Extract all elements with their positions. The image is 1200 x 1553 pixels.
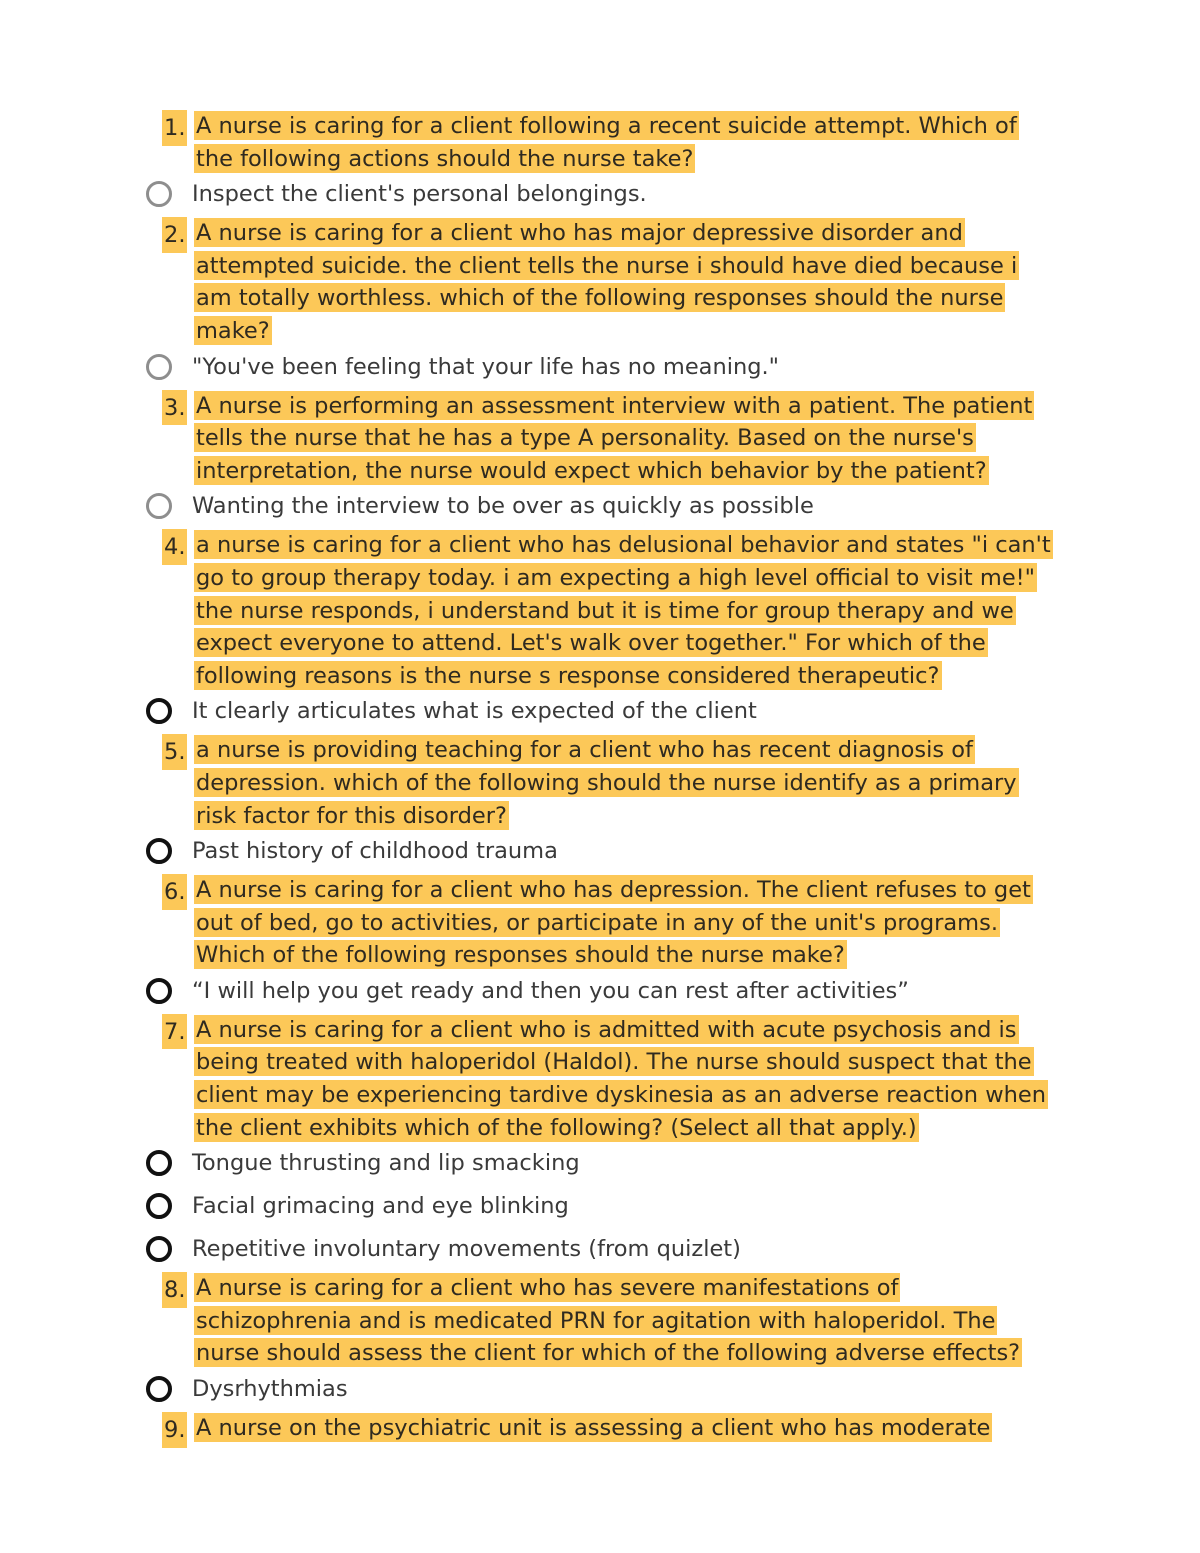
question-text: A nurse is caring for a client who has depression. The client refuses to get out of bed, go to activities, or participate in any of the unit's programs. Which of the following responses should the nurse make? [196, 877, 1031, 969]
question-number: 3. [162, 390, 187, 426]
radio-circle-icon[interactable] [146, 1193, 172, 1219]
radio-circle-icon[interactable] [146, 838, 172, 864]
answer-text: Dysrhythmias [192, 1376, 348, 1403]
answer-option[interactable] [0, 1370, 1200, 1408]
question-number: 9. [162, 1412, 187, 1448]
question-5 [0, 734, 1054, 832]
answer-text: Wanting the interview to be over as quickly as possible [192, 493, 814, 520]
answer-text: “I will help you get ready and then you can rest after activities” [192, 977, 909, 1004]
question-text: A nurse is performing an assessment interview with a patient. The patient tells the nurse that he has a type A personality. Based on the nurse's interpretation, the nurse would expect which behavior by the patient? [196, 392, 1033, 484]
radio-circle-icon[interactable] [146, 1376, 172, 1402]
answer-option[interactable] [0, 348, 1200, 386]
question-3 [0, 390, 1054, 488]
question-6 [0, 874, 1054, 972]
question-text: A nurse on the psychiatric unit is assessing a client who has moderate [196, 1415, 991, 1442]
question-1 [0, 110, 1054, 175]
answer-text: It clearly articulates what is expected of the client [192, 698, 757, 725]
radio-circle-icon[interactable] [146, 493, 172, 519]
question-8 [0, 1272, 1054, 1370]
answer-option[interactable] [0, 487, 1200, 525]
answer-text: Past history of childhood trauma [192, 838, 558, 865]
question-text: a nurse is providing teaching for a client who has recent diagnosis of depression. which of the following should the nurse identify as a primary risk factor for this disorder? [196, 737, 1017, 829]
question-text: A nurse is caring for a client who is admitted with acute psychosis and is being treated with haloperidol (Haldol). The nurse should suspect that the client may be experiencing tardive dyskinesia as an adverse reaction when the client exhibits which of the following? (Select all that apply.) [196, 1016, 1046, 1141]
answer-text: "You've been feeling that your life has no meaning." [192, 353, 780, 380]
answer-option[interactable] [0, 692, 1200, 730]
question-text: A nurse is caring for a client following a recent suicide attempt. Which of the following actions should the nurse take? [196, 113, 1017, 172]
question-number: 5. [162, 734, 187, 770]
radio-circle-icon[interactable] [146, 181, 172, 207]
radio-circle-icon[interactable] [146, 354, 172, 380]
document-page [0, 106, 1200, 1445]
question-number: 1. [162, 110, 187, 146]
answer-text: Tongue thrusting and lip smacking [192, 1150, 580, 1177]
radio-circle-icon[interactable] [146, 978, 172, 1004]
question-9 [0, 1412, 1054, 1445]
radio-circle-icon[interactable] [146, 1150, 172, 1176]
question-text: a nurse is caring for a client who has delusional behavior and states "i can't go to group therapy today. i am expecting a high level official to visit me!" the nurse responds, i understand but it is time for group therapy and we expect everyone to attend. Let's walk over together." For which of the following reasons is the nurse s response considered therapeutic? [196, 532, 1051, 689]
question-text: A nurse is caring for a client who has severe manifestations of schizophrenia and is medicated PRN for agitation with haloperidol. The nurse should assess the client for which of the following adverse effects? [196, 1275, 1021, 1367]
question-7 [0, 1014, 1054, 1144]
answer-text: Facial grimacing and eye blinking [192, 1193, 569, 1220]
answer-option[interactable] [0, 1187, 1200, 1225]
question-number: 8. [162, 1272, 187, 1308]
answer-option[interactable] [0, 832, 1200, 870]
question-number: 7. [162, 1014, 187, 1050]
question-2 [0, 217, 1054, 347]
radio-circle-icon[interactable] [146, 1236, 172, 1262]
question-number: 4. [162, 529, 187, 565]
question-text: A nurse is caring for a client who has major depressive disorder and attempted suicide. the client tells the nurse i should have died because i am totally worthless. which of the following responses should the nurse make? [196, 220, 1018, 344]
answer-option[interactable] [0, 1144, 1200, 1182]
answer-text: Inspect the client's personal belongings. [192, 181, 647, 208]
answer-text: Repetitive involuntary movements (from quizlet) [192, 1236, 741, 1263]
answer-option[interactable] [0, 1230, 1200, 1268]
radio-circle-icon[interactable] [146, 698, 172, 724]
question-number: 2. [162, 217, 187, 253]
answer-option[interactable] [0, 972, 1200, 1010]
answer-option[interactable] [0, 175, 1200, 213]
question-4 [0, 529, 1054, 692]
question-number: 6. [162, 874, 187, 910]
